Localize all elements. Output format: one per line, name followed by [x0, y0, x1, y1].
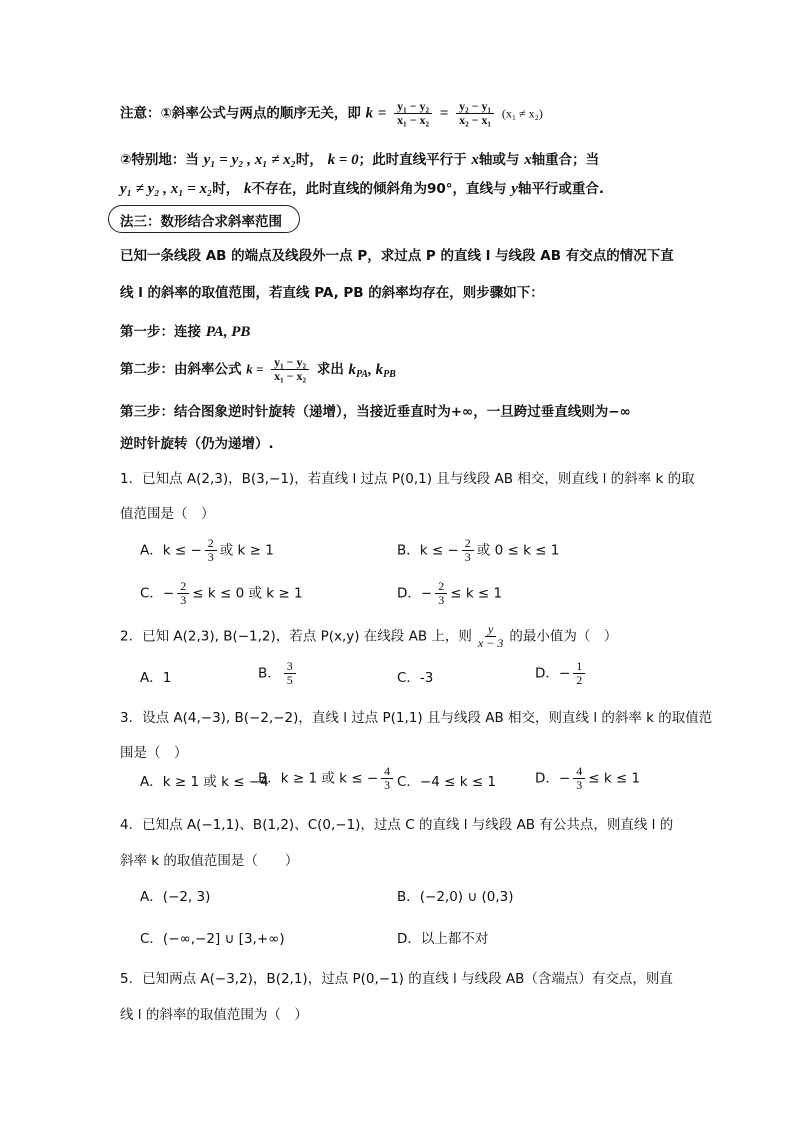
q5-stem-2: 线 l 的斜率的取值范围为（ ） [120, 1007, 308, 1023]
q2-stem: 2．已知 A(2,3), B(−1,2)，若点 P(x,y) 在线段 AB 上，则 $\frac{y}{x - 3}$ 的最小值为（ ） [120, 622, 618, 650]
method3-intro-1: 已知一条线段 AB 的端点及线段外一点 P，求过点 P 的直线 l 与线段 AB 有交点的情况下直 [120, 248, 674, 264]
q3-option-b[interactable]: B．k ≥ 1 或 k ≤ − $\frac{4}{3}$ [258, 765, 396, 792]
note-k: k [365, 105, 374, 122]
q1-stem-2: 值范围是（ ） [120, 506, 215, 522]
q1-stem-1: 1．已知点 A(2,3)，B(3,−1)，若直线 l 过点 P(0,1) 且与线段 AB 相交，则直线 l 的斜率 k 的取 [120, 471, 695, 487]
note-line-1: 注意：①斜率公式与两点的顺序无关，即 k = $\frac{\text{y₁ − y₂}}{\text{x₁ − x₂}}$ = $\frac{\text{y₂ − y₁}}{\text{x₂ − x₁}}$ (x₁ ≠ x₂) [120, 99, 543, 127]
q4-option-b[interactable]: B．(−2,0) ∪ (0,3) [397, 889, 514, 905]
q2-option-c[interactable]: C．-3 [397, 670, 434, 686]
q4-stem-2: 斜率 k 的取值范围是（ ） [120, 853, 299, 869]
q4-option-a[interactable]: A．(−2, 3) [140, 889, 211, 905]
q4-stem-1: 4．已知点 A(−1,1)、B(1,2)、C(0,−1)，过点 C 的直线 l 与线段 AB 有公共点，则直线 l 的 [120, 817, 674, 833]
method3-step3-1: 第三步：结合图象逆时针旋转（递增），当接近垂直时为+∞，一旦跨过垂直线则为−∞ [120, 404, 631, 420]
q3-stem-1: 3．设点 A(4,−3), B(−2,−2)，直线 l 过点 P(1,1) 且与线段 AB 相交，则直线 l 的斜率 k 的取值范 [120, 710, 713, 726]
q3-option-c[interactable]: C．−4 ≤ k ≤ 1 [397, 774, 497, 790]
q1-option-d[interactable]: D．− $\frac{2}{3}$ ≤ k ≤ 1 [397, 579, 503, 607]
q2-option-b[interactable]: B． $\frac{3}{5}$ [258, 660, 299, 687]
q5-stem-1: 5．已知两点 A(−3,2)，B(2,1)，过点 P(0,−1) 的直线 l 与线段 AB（含端点）有交点，则直 [120, 971, 673, 987]
q2-option-d[interactable]: D．− $\frac{1}{2}$ [535, 660, 588, 687]
q4-option-d[interactable]: D．以上都不对 [397, 931, 489, 947]
q1-option-a[interactable]: A．k ≤ − $\frac{2}{3}$ 或 k ≥ 1 [140, 536, 274, 564]
note-label: 注意： [120, 105, 161, 122]
note-eq: = [377, 105, 387, 122]
q1-option-b[interactable]: B．k ≤ − $\frac{2}{3}$ 或 0 ≤ k ≤ 1 [397, 536, 560, 564]
method3-intro-2: 线 l 的斜率的取值范围，若直线 PA, PB 的斜率均存在，则步骤如下： [120, 285, 544, 301]
step2-fraction: $\frac{\text{y₁ − y₂}}{\text{x₁ − x₂}}$ [271, 356, 309, 383]
method3-step3-2: 逆时针旋转（仍为递增）. [120, 436, 274, 452]
q2-option-a[interactable]: A．1 [140, 670, 172, 686]
note-condition: (x₁ ≠ x₂) [501, 106, 543, 121]
note-fraction-1: $\frac{\text{y₁ − y₂}}{\text{x₁ − x₂}}$ [394, 100, 432, 127]
q1-option-c[interactable]: C．− $\frac{2}{3}$ ≤ k ≤ 0 或 k ≥ 1 [140, 579, 303, 607]
q3-stem-2: 围是（ ） [120, 745, 188, 761]
note-line-3: y₁ ≠ y₂ , x₁ = x₂时， k不存在，此时直线的倾斜角为90°，直线与 y轴平行或重合. [120, 181, 605, 197]
method3-step1: 第一步：连接 PA, PB [120, 324, 251, 340]
note-line-2: ②特别地：当 y₁ = y₂ , x₁ ≠ x₂时， k = 0；此时直线平行于 x轴或与 x轴重合；当 [120, 152, 600, 168]
q3-option-a[interactable]: A．k ≥ 1 或 k ≤ −4 [140, 774, 269, 790]
note-fraction-2: $\frac{\text{y₂ − y₁}}{\text{x₂ − x₁}}$ [456, 100, 494, 127]
method3-step2: 第二步：由斜率公式 k = $\frac{\text{y₁ − y₂}}{\text{x₁ − x₂}}$ 求出 $k_{PA}$, $k_{PB}$ [120, 355, 396, 383]
q3-option-d[interactable]: D．− $\frac{4}{3}$ ≤ k ≤ 1 [535, 764, 641, 792]
note-point1: ①斜率公式与两点的顺序无关，即 [160, 105, 361, 122]
q4-option-c[interactable]: C．(−∞,−2] ∪ [3,+∞) [140, 931, 285, 947]
method3-title: 法三：数形结合求斜率范围 [120, 214, 282, 230]
